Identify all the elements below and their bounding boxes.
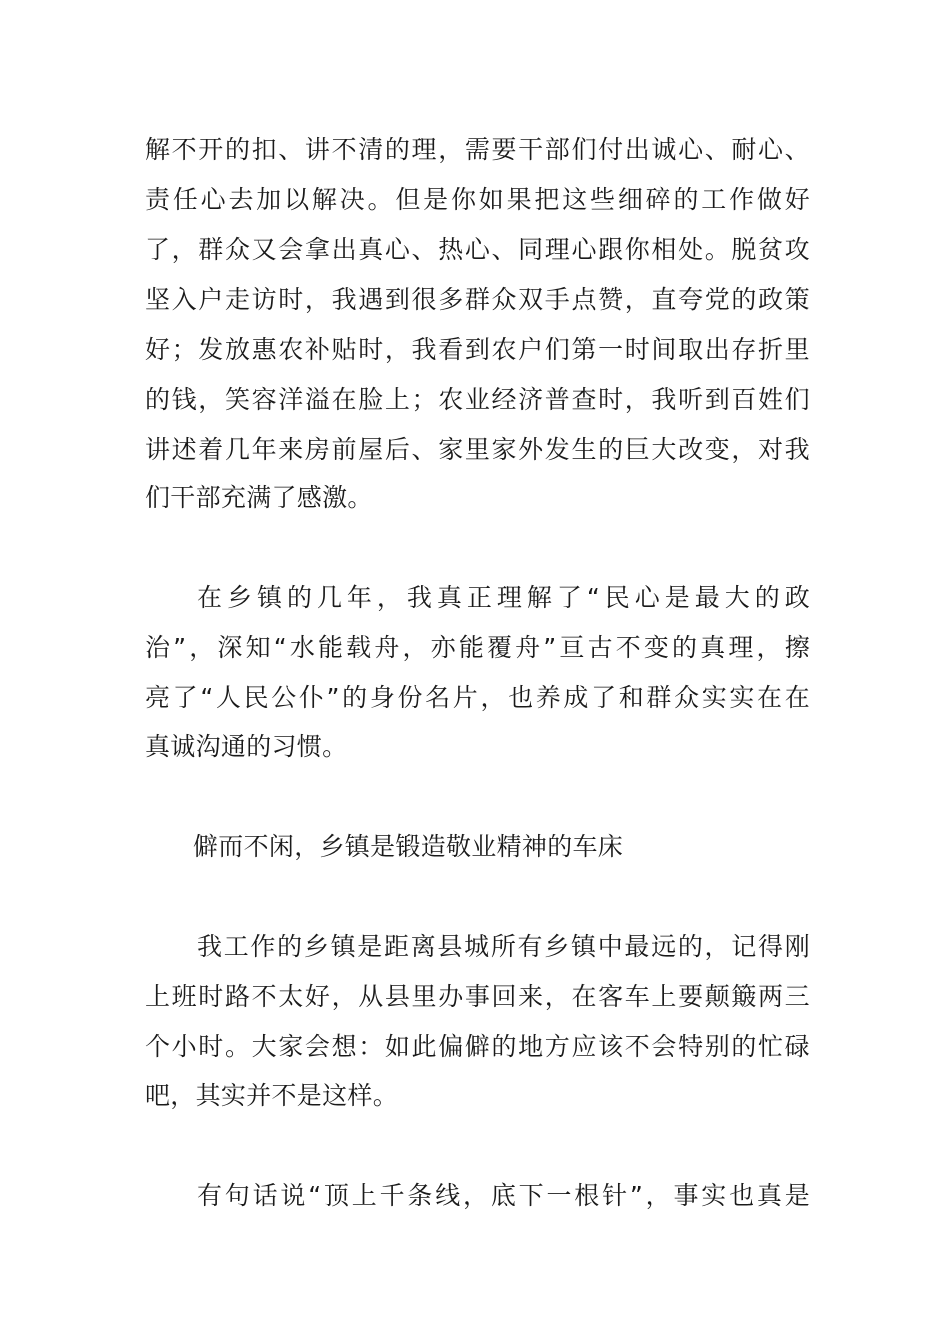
paragraph-1-line-7: 讲述着几年来房前屋后、家里家外发生的巨大改变，对我 — [145, 435, 810, 464]
paragraph-4-line-1: 有句话说“顶上千条线，底下一根针”，事实也真是 — [197, 1181, 810, 1210]
paragraph-1-line-5: 好；发放惠农补贴时，我看到农户们第一时间取出存折里 — [145, 335, 810, 364]
paragraph-2-line-2: 治”，深知“水能载舟，亦能覆舟”亘古不变的真理，擦 — [145, 633, 810, 662]
paragraph-2-line-1: 在乡镇的几年，我真正理解了“民心是最大的政 — [197, 583, 810, 612]
paragraph-1-line-2: 责任心去加以解决。但是你如果把这些细碎的工作做好 — [145, 185, 810, 214]
paragraph-3-line-1: 我工作的乡镇是距离县城所有乡镇中最远的，记得刚 — [197, 932, 810, 961]
section-heading: 僻而不闲，乡镇是锻造敬业精神的车床 — [193, 832, 624, 861]
paragraph-3-line-4: 吧，其实并不是这样。 — [145, 1081, 399, 1110]
paragraph-1-line-6: 的钱，笑容洋溢在脸上；农业经济普查时，我听到百姓们 — [145, 385, 810, 414]
paragraph-2-line-4: 真诚沟通的习惯。 — [145, 732, 348, 761]
paragraph-2-line-3: 亮了“人民公仆”的身份名片，也养成了和群众实实在在 — [145, 683, 810, 712]
paragraph-3-line-3: 个小时。大家会想：如此偏僻的地方应该不会特别的忙碌 — [145, 1032, 810, 1061]
paragraph-1-line-3: 了，群众又会拿出真心、热心、同理心跟你相处。脱贫攻 — [145, 235, 810, 264]
paragraph-1-line-4: 坚入户走访时，我遇到很多群众双手点赞，直夸党的政策 — [145, 285, 810, 314]
paragraph-1-line-8: 们干部充满了感激。 — [145, 483, 373, 512]
paragraph-1-line-1: 解不开的扣、讲不清的理，需要干部们付出诚心、耐心、 — [145, 135, 810, 164]
paragraph-3-line-2: 上班时路不太好，从县里办事回来，在客车上要颠簸两三 — [145, 982, 810, 1011]
